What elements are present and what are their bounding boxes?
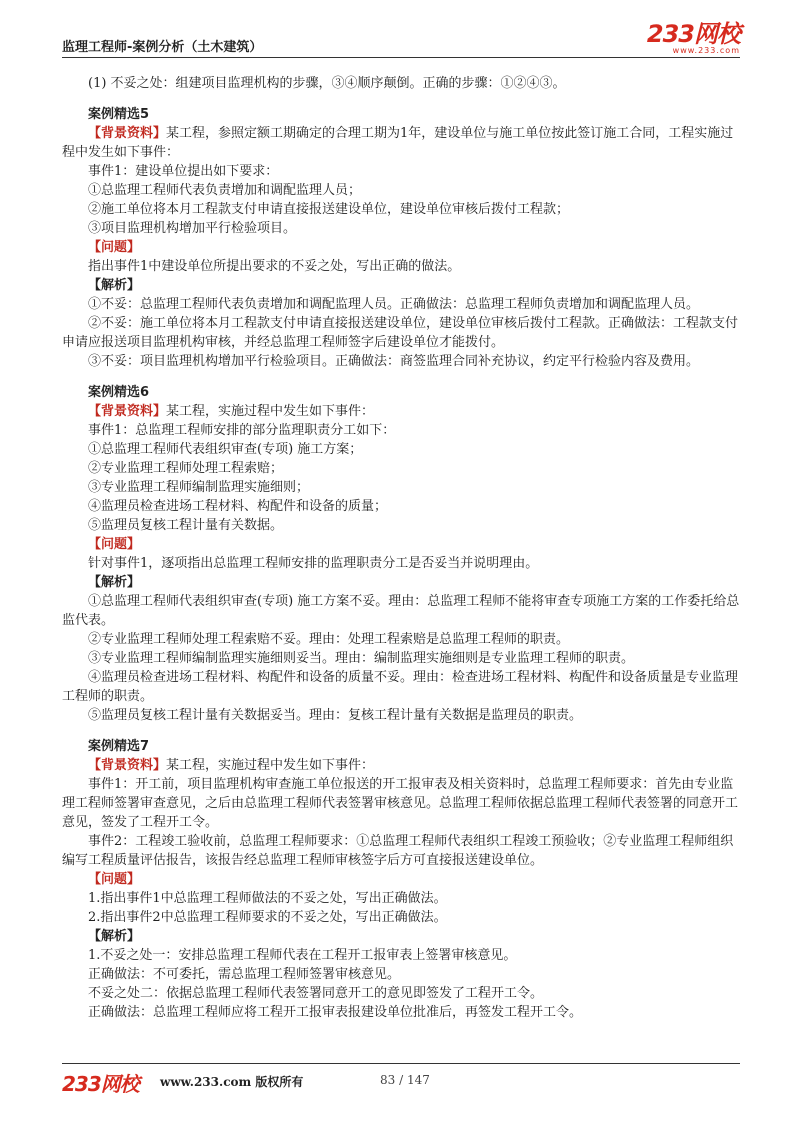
background-paragraph <box>62 124 740 162</box>
list-item: ①总监理工程师代表负责增加和调配监理人员； <box>88 183 362 198</box>
list-item: ②施工单位将本月工程款支付申请直接报送建设单位，建设单位审核后拨付工程款； <box>88 202 570 217</box>
background-tag: 【背景资料】 <box>88 404 167 419</box>
answer-item: 1.不妥之处一：安排总监理工程师代表在工程开工报审表上签署审核意见。 <box>88 948 517 963</box>
answer-item: ③专业监理工程师编制监理实施细则妥当。理由：编制监理实施细则是专业监理工程师的职责。 <box>88 651 635 666</box>
footer-divider <box>62 1063 740 1064</box>
case-title: 案例精选5 <box>88 107 150 122</box>
event-text: 事件1：总监理工程师安排的部分监理职责分工如下： <box>88 423 396 438</box>
case-title: 案例精选6 <box>88 385 150 400</box>
brand-logo <box>647 22 740 55</box>
question-text: 针对事件1，逐项指出总监理工程师安排的监理职责分工是否妥当并说明理由。 <box>88 556 539 571</box>
question-tag: 【问题】 <box>88 537 141 552</box>
list-item: ③项目监理机构增加平行检验项目。 <box>88 221 297 236</box>
background-paragraph <box>62 402 740 421</box>
answer-item: ②不妥：施工单位将本月工程款支付申请直接报送建设单位，建设单位审核后拨付工程款。正确做法：工程款支付申请应报送项目监理机构审核，并经总监理工程师签字后建设单位才能拨付。 <box>62 316 739 350</box>
answer-item: ④监理员检查进场工程材料、构配件和设备的质量不妥。理由：检查进场工程材料、构配件和设备质量是专业监理工程师的职责。 <box>62 670 739 704</box>
page-footer <box>62 1068 740 1096</box>
logo-url: www.233.com <box>672 46 740 55</box>
document-body <box>62 74 740 1022</box>
answer-item: ①不妥：总监理工程师代表负责增加和调配监理人员。正确做法：总监理工程师负责增加和调配监理人员。 <box>88 297 700 312</box>
question-tag: 【问题】 <box>88 240 141 255</box>
analysis-tag: 【解析】 <box>88 278 141 293</box>
copyright-text: www.233.com 版权所有 <box>160 1075 304 1089</box>
event-text: 事件1：建设单位提出如下要求： <box>88 164 279 179</box>
background-text: 某工程，实施过程中发生如下事件： <box>166 404 375 419</box>
analysis-tag: 【解析】 <box>88 929 141 944</box>
answer-item: ⑤监理员复核工程计量有关数据妥当。理由：复核工程计量有关数据是监理员的职责。 <box>88 708 583 723</box>
list-item: ②专业监理工程师处理工程索赔； <box>88 461 284 476</box>
list-item: ④监理员检查进场工程材料、构配件和设备的质量； <box>88 499 388 514</box>
list-item: ⑤监理员复核工程计量有关数据。 <box>88 518 284 533</box>
page-number: 83 / 147 <box>380 1073 430 1087</box>
case-5 <box>62 105 740 371</box>
page-header <box>62 22 740 56</box>
list-item: ①总监理工程师代表组织审查(专项) 施工方案； <box>88 442 363 457</box>
answer-item: 正确做法：不可委托，需总监理工程师签署审核意见。 <box>88 967 401 982</box>
case-7 <box>62 737 740 1022</box>
background-text: 某工程，实施过程中发生如下事件： <box>166 758 375 773</box>
background-text: 某工程，参照定额工期确定的合理工期为1年，建设单位与施工单位按此签订施工合同，工程实施过程中发生如下事件： <box>62 126 734 160</box>
background-paragraph <box>62 756 740 775</box>
answer-item: 不妥之处二：依据总监理工程师代表签署同意开工的意见即签发了工程开工令。 <box>88 986 544 1001</box>
background-tag: 【背景资料】 <box>88 126 167 141</box>
footer-logo: 233网校 <box>62 1072 139 1096</box>
question-text: 指出事件1中建设单位所提出要求的不妥之处，写出正确的做法。 <box>88 259 461 274</box>
case-6 <box>62 383 740 725</box>
list-item: ③专业监理工程师编制监理实施细则； <box>88 480 310 495</box>
question-tag: 【问题】 <box>88 872 141 887</box>
header-divider <box>62 57 740 58</box>
answer-item: ②专业监理工程师处理工程索赔不妥。理由：处理工程索赔是总监理工程师的职责。 <box>88 632 570 647</box>
question-text: 2.指出事件2中总监理工程师要求的不妥之处，写出正确做法。 <box>88 910 447 925</box>
case-title: 案例精选7 <box>88 739 150 754</box>
header-title: 监理工程师-案例分析（土木建筑） <box>62 40 263 55</box>
analysis-tag: 【解析】 <box>88 575 141 590</box>
background-tag: 【背景资料】 <box>88 758 167 773</box>
event-text: 事件1：开工前，项目监理机构审查施工单位报送的开工报审表及相关资料时，总监理工程师要求：首先由专业监理工程师签署审查意见，之后由总监理工程师代表签署审核意见。总监理工程师依据总监理工程师代表签署的同意开工意见，签发了工程开工令。 <box>62 777 739 830</box>
answer-item: 正确做法：总监理工程师应将工程开工报审表报建设单位批准后，再签发工程开工令。 <box>88 1005 583 1020</box>
logo-text: 233网校 <box>646 20 740 48</box>
answer-item: ③不妥：项目监理机构增加平行检验项目。正确做法：商签监理合同补充协议，约定平行检验内容及费用。 <box>88 354 700 369</box>
question-text: 1.指出事件1中总监理工程师做法的不妥之处，写出正确做法。 <box>88 891 447 906</box>
intro-paragraph: (1) 不妥之处：组建项目监理机构的步骤，③④顺序颠倒。正确的步骤：①②④③。 <box>88 76 566 91</box>
event-text: 事件2：工程竣工验收前，总监理工程师要求：①总监理工程师代表组织工程竣工预验收；②专业监理工程师组织编写工程质量评估报告，该报告经总监理工程师审核签字后方可直接报送建设单位。 <box>62 834 734 868</box>
answer-item: ①总监理工程师代表组织审查(专项) 施工方案不妥。理由：总监理工程师不能将审查专项施工方案的工作委托给总监代表。 <box>62 594 740 628</box>
